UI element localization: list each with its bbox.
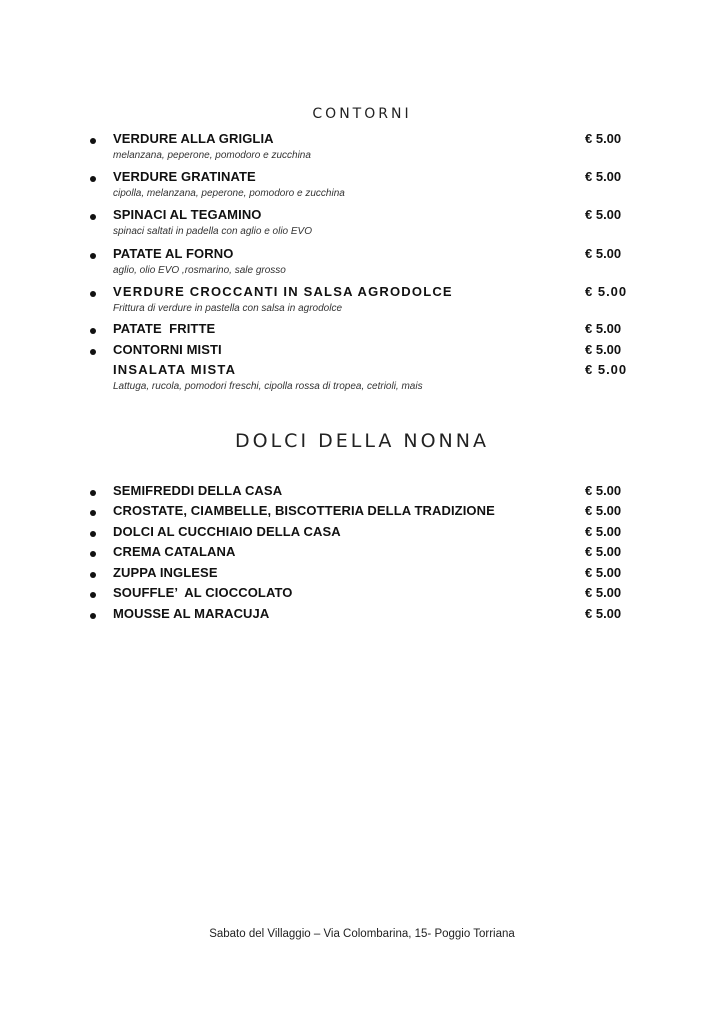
menu-item-price: € 5.00 [585,131,622,146]
footer-address: Sabato del Villaggio – Via Colombarina, 15- Poggio Torriana [209,928,515,940]
bullet-icon [90,176,96,182]
menu-item-price: € 5.00 [585,503,622,518]
menu-item-price: € 5.00 [585,342,622,357]
bullet-icon [90,572,96,578]
bullet-icon [90,328,96,334]
menu-item-name: CROSTATE, CIAMBELLE, BISCOTTERIA DELLA TRADIZIONE [113,503,495,518]
menu-item-price: € 5.00 [585,207,622,222]
menu-item-name: CREMA CATALANA [113,544,236,559]
menu-item-name: PATATE FRITTE [113,321,216,336]
menu-item-price: € 5.00 [585,246,622,261]
bullet-icon [90,349,96,355]
menu-item-price: € 5.00 [585,585,622,600]
menu-item-name: DOLCI AL CUCCHIAIO DELLA CASA [113,524,341,539]
menu-item-name: ZUPPA INGLESE [113,565,218,580]
menu-item-price: € 5.00 [585,524,622,539]
bullet-icon [90,592,96,598]
bullet-icon [90,510,96,516]
menu-item-name: MOUSSE AL MARACUJA [113,606,270,621]
menu-item-description: spinaci saltati in padella con aglio e olio EVO [113,226,313,237]
menu-item-name: INSALATA MISTA [113,362,237,377]
bullet-icon [90,253,96,259]
bullet-icon [90,138,96,144]
bullet-icon [90,291,96,297]
menu-item-description: melanzana, peperone, pomodoro e zucchina [113,150,311,161]
menu-item-name: SOUFFLE’ AL CIOCCOLATO [113,585,293,600]
menu-item-price: € 5.00 [585,606,622,621]
menu-item-name: SEMIFREDDI DELLA CASA [113,483,283,498]
menu-item-price: € 5.00 [585,483,622,498]
section-title-dolci: DOLCI DELLA NONNA [235,430,489,452]
section-title-contorni: CONTORNI [312,106,412,122]
menu-item-price: € 5.00 [585,544,622,559]
menu-item-description: aglio, olio EVO ,rosmarino, sale grosso [113,265,286,276]
menu-item-price: € 5.00 [585,169,622,184]
menu-item-description: cipolla, melanzana, peperone, pomodoro e zucchina [113,188,345,199]
bullet-icon [90,551,96,557]
menu-item-name: VERDURE CROCCANTI IN SALSA AGRODOLCE [113,284,453,299]
menu-item-name: VERDURE GRATINATE [113,169,256,184]
bullet-icon [90,613,96,619]
bullet-icon [90,214,96,220]
menu-item-price: € 5.00 [585,362,628,377]
menu-item-name: SPINACI AL TEGAMINO [113,207,262,222]
menu-item-description: Lattuga, rucola, pomodori freschi, cipolla rossa di tropea, cetrioli, mais [113,381,423,392]
menu-item-price: € 5.00 [585,284,628,299]
bullet-icon [90,490,96,496]
menu-item-description: Frittura di verdure in pastella con salsa in agrodolce [113,303,343,314]
menu-item-name: PATATE AL FORNO [113,246,234,261]
menu-item-price: € 5.00 [585,565,622,580]
menu-item-name: CONTORNI MISTI [113,342,222,357]
menu-item-name: VERDURE ALLA GRIGLIA [113,131,274,146]
menu-item-price: € 5.00 [585,321,622,336]
bullet-icon [90,531,96,537]
